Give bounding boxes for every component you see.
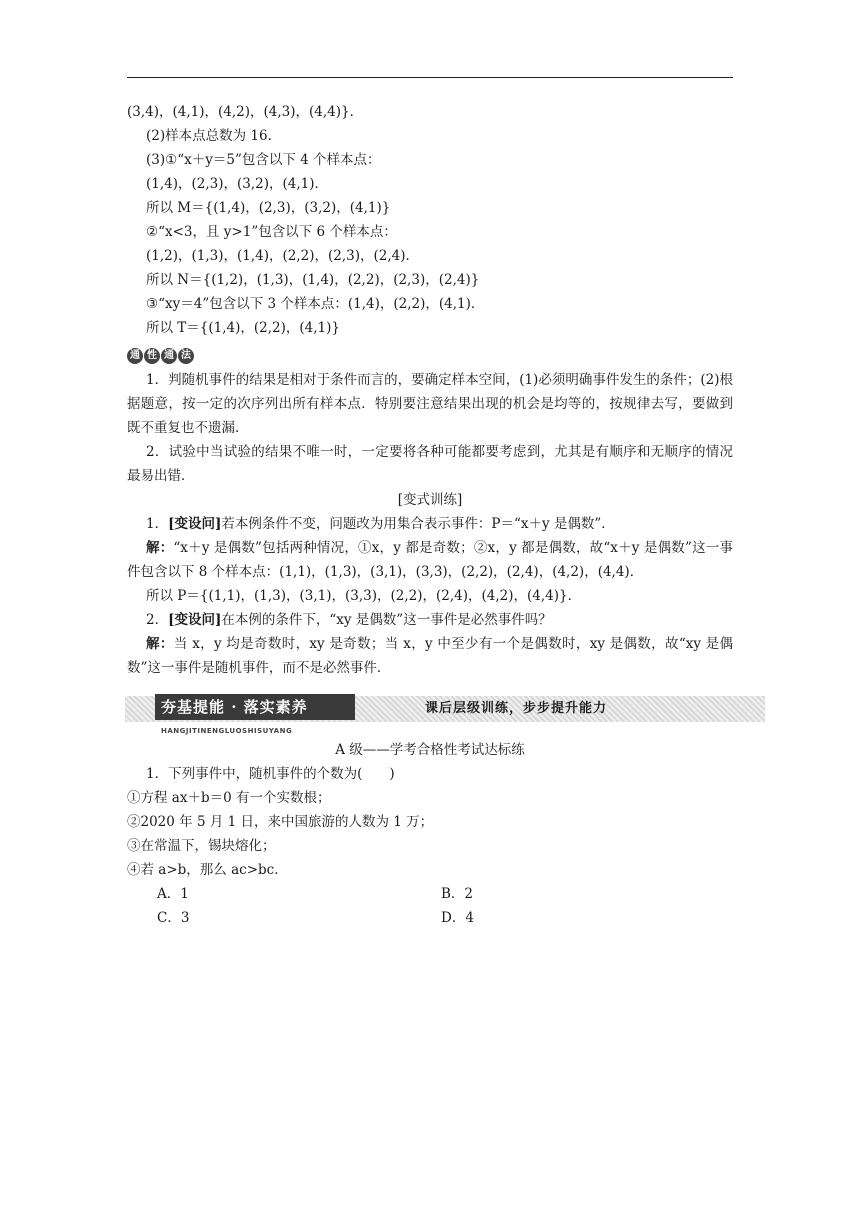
question-item: ③在常温下，锡块熔化； (127, 838, 276, 854)
variant-title: [变式训练] (397, 492, 463, 508)
text-line: 所以 T＝{(1,4)，(2,2)，(4,1)} (146, 320, 340, 336)
text-line: (2)样本点总数为 16. (146, 128, 272, 144)
text-line: (3,4)，(4,1)，(4,2)，(4,3)，(4,4)}． (127, 104, 364, 120)
option-b: B．2 (441, 886, 474, 902)
badge-char: 通 (127, 348, 143, 364)
level-title: A 级——学考合格性考试达标练 (335, 742, 525, 758)
option-a: A．1 (157, 886, 189, 902)
variant-answer-1 (127, 536, 733, 584)
question-stem: 1．下列事件中，随机事件的个数为( ) (146, 766, 395, 782)
variant-question-1 (127, 512, 733, 536)
answer-tag: 解： (146, 636, 174, 652)
question-item: ④若 a>b，那么 ac>bc. (127, 862, 279, 878)
options-row (127, 906, 733, 930)
header-rule (127, 77, 733, 78)
answer-text: 当 x，y 均是奇数时，xy 是奇数；当 x，y 中至少有一个是偶数时，xy 是偶数，故“xy 是偶数”这一事件是随机事件，而不是必然事件． (127, 636, 734, 676)
badge-char: 法 (178, 348, 194, 364)
variant-answer-2 (127, 632, 733, 680)
question-item: ②2020 年 5 月 1 日，来中国旅游的人数为 1 万； (127, 814, 434, 830)
question-text: 若本例条件不变，问题改为用集合表示事件：P＝“x＋y 是偶数”． (221, 516, 615, 532)
banner-subtitle: HANGJITINENGLUOSHISUYANG (161, 727, 293, 735)
question-text: 在本例的条件下，“xy 是偶数”这一事件是必然事件吗？ (221, 612, 552, 628)
text-line: ②“x<3，且 y>1”包含以下 6 个样本点： (146, 224, 397, 240)
text-line: (1,2)，(1,3)，(1,4)，(2,2)，(2,3)，(2,4)． (146, 248, 420, 264)
text-line: 所以 M＝{(1,4)，(2,3)，(3,2)，(4,1)} (146, 200, 391, 216)
badge-char: 通 (161, 348, 177, 364)
text-line: (1,4)，(2,3)，(3,2)，(4,1)． (146, 176, 329, 192)
options-row (127, 882, 733, 906)
question-number: 2． (146, 612, 169, 628)
option-d: D．4 (441, 910, 474, 926)
variant-tag: [变设问] (168, 516, 222, 532)
variant-tag: [变设问] (168, 612, 222, 628)
method-paragraph: 2．试验中当试验的结果不唯一时，一定要将各种可能都要考虑到，尤其是有顺序和无顺序的情况最易出错． (127, 444, 733, 484)
section-banner (125, 694, 765, 735)
text-line: ③“xy＝4”包含以下 3 个样本点：(1,4)，(2,2)，(4,1)． (146, 296, 485, 312)
question-number: 1． (146, 516, 169, 532)
method-paragraph: 1．判随机事件的结果是相对于条件而言的，要确定样本空间，(1)必须明确事件发生的条件；(2)根据题意，按一定的次序列出所有样本点．特别要注意结果出现的机会是均等的，按规律去写，要做到既不重复也不遗漏． (127, 372, 733, 436)
answer-text: “x＋y 是偶数”包括两种情况，①x，y 都是奇数；②x，y 都是偶数，故“x＋y 是偶数”这一事件包含以下 8 个样本点：(1,1)，(1,3)，(3,1)，(3,3)，(2,2)，(2,4)，(4,2)，(4,4)． (127, 540, 734, 580)
text-line: 所以 N＝{(1,2)，(1,3)，(1,4)，(2,2)，(2,3)，(2,4)} (146, 272, 480, 288)
variant-answer-1b: 所以 P＝{(1,1)，(1,3)，(3,1)，(3,3)，(2,2)，(2,4)，(4,2)，(4,4)}． (146, 588, 582, 604)
question-item: ①方程 ax＋b＝0 有一个实数根； (127, 790, 331, 806)
variant-question-2 (127, 608, 733, 632)
banner-slogan: 课后层级训练，步步提升能力 (425, 701, 608, 716)
text-line: (3)①“x＋y＝5”包含以下 4 个样本点： (146, 152, 381, 168)
option-c: C．3 (157, 910, 190, 926)
answer-tag: 解： (146, 540, 174, 556)
page-content (127, 100, 733, 930)
banner-title: 夯基提能 · 落实素养 (161, 698, 308, 716)
method-badge (127, 342, 195, 366)
badge-char: 性 (144, 348, 160, 364)
